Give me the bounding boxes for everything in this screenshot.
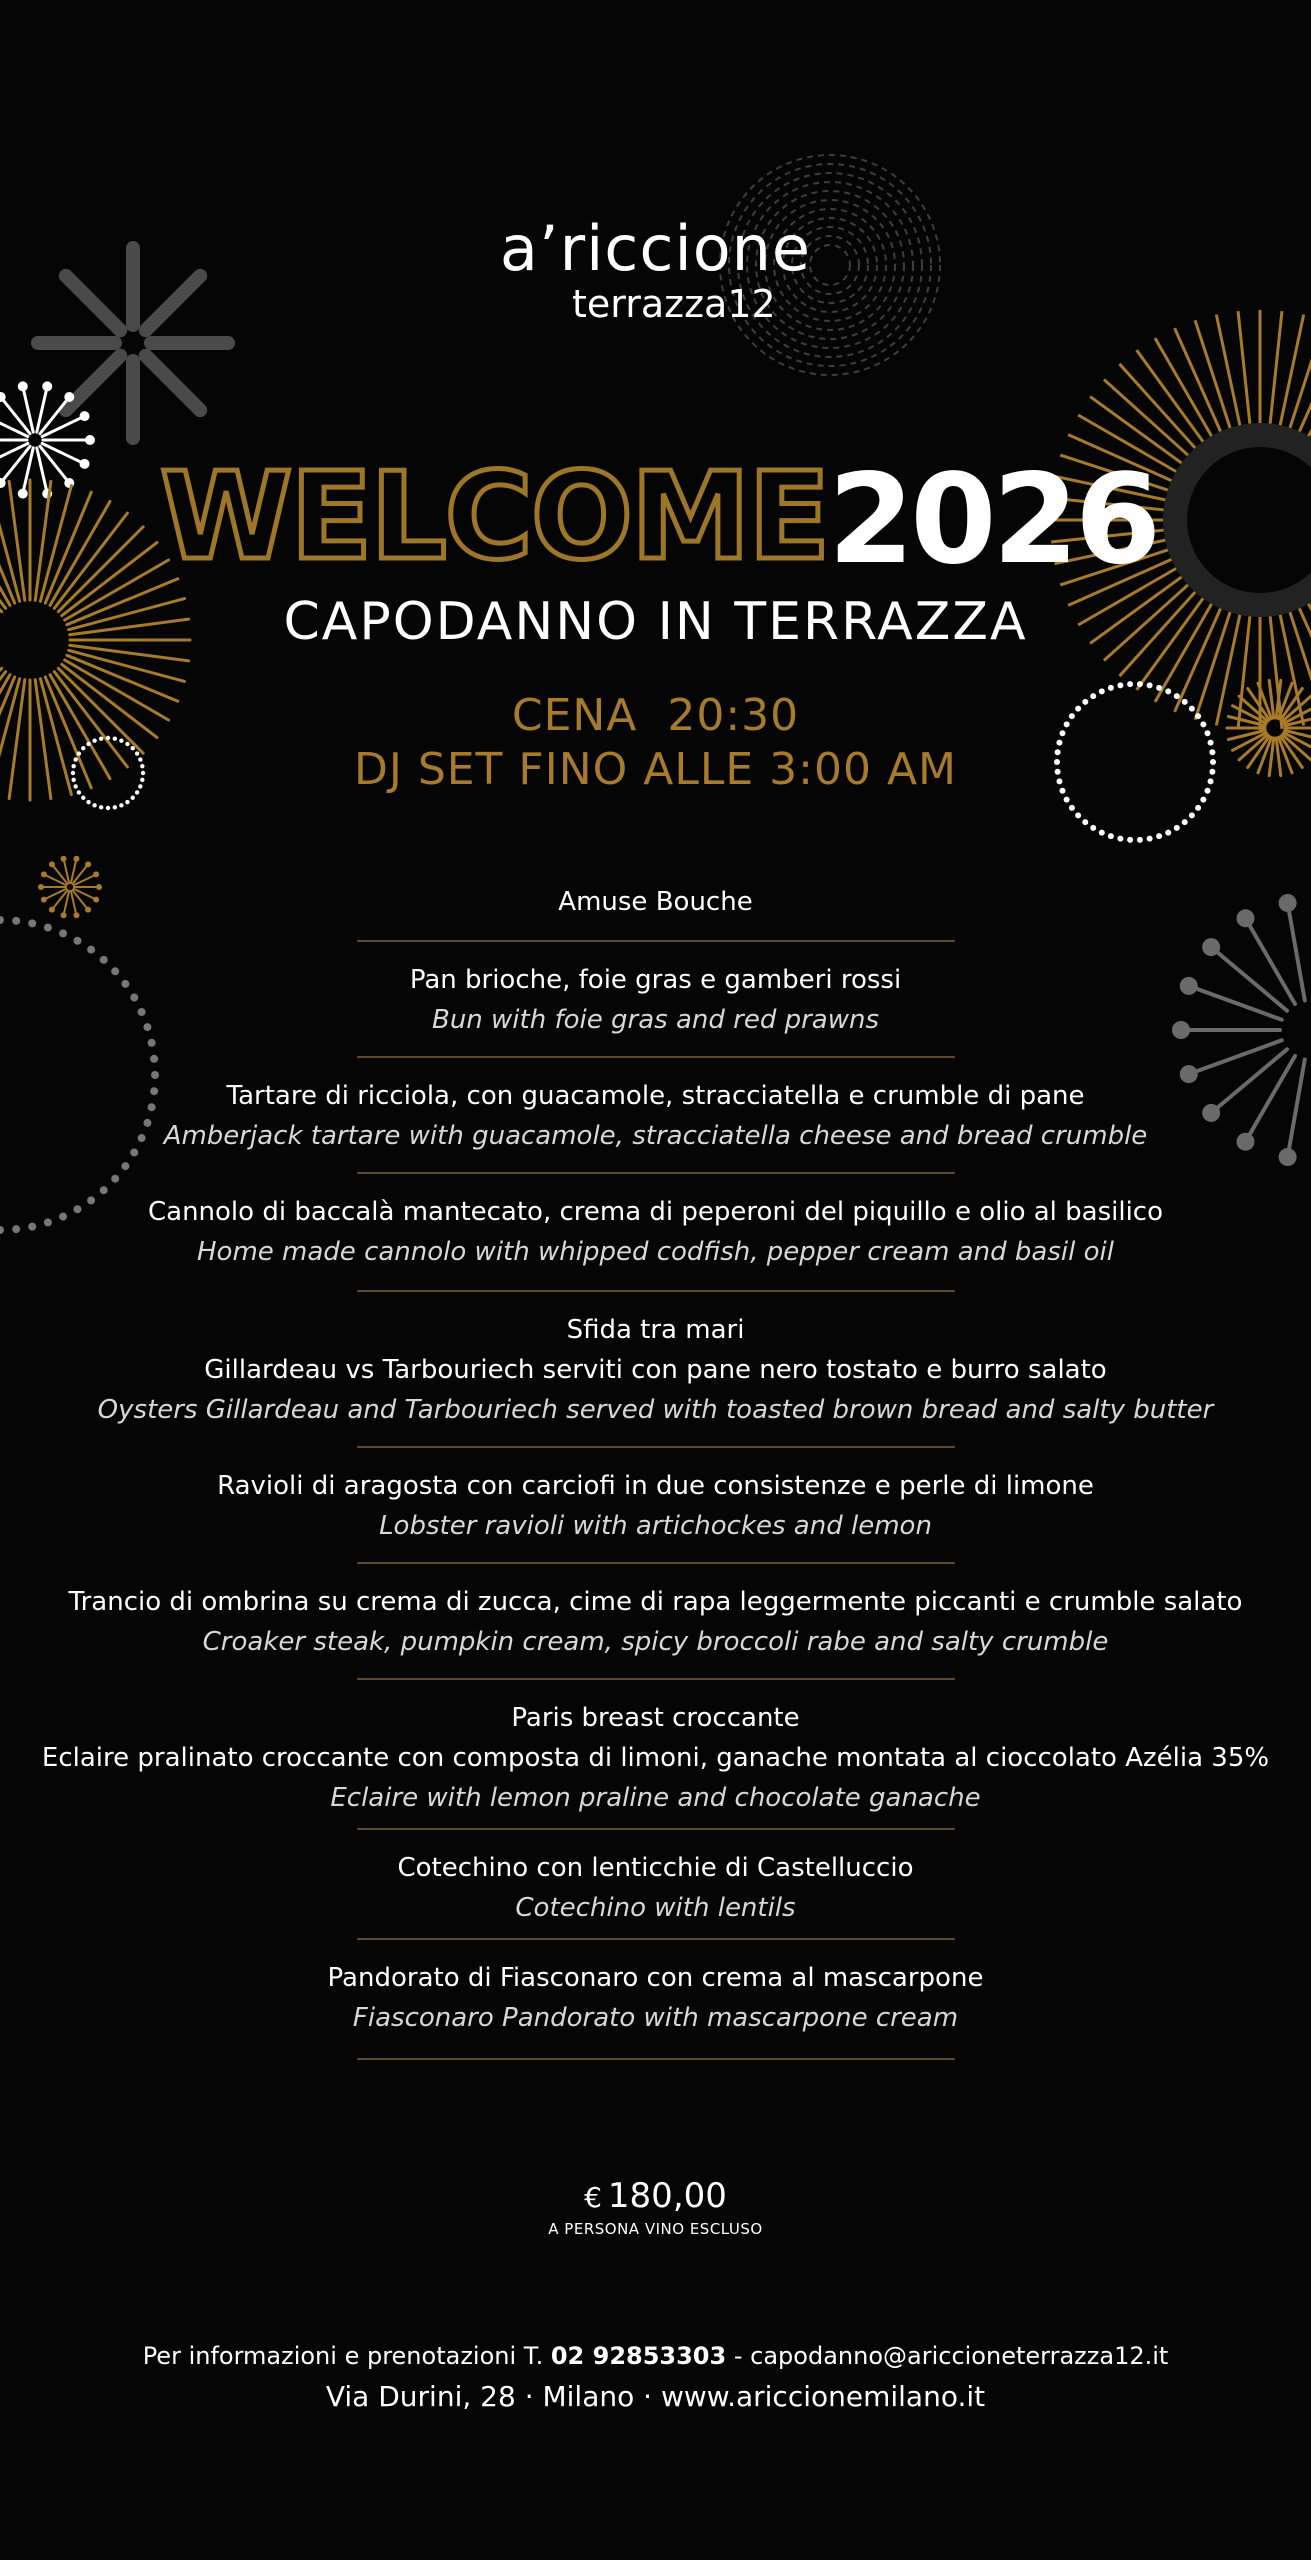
- firework-white-left-ray: [42, 418, 80, 436]
- course-name-it: Ravioli di aragosta con carciofi in due consistenze e perle di limone: [217, 1471, 1094, 1501]
- price-currency: €: [584, 2181, 602, 2214]
- contact-info-prefix: Per informazioni e prenotazioni T.: [142, 2342, 544, 2370]
- firework-ring-small-dot: [99, 805, 103, 809]
- menu-course: [0, 1680, 1311, 1828]
- firework-ring-white-right-dot: [1165, 830, 1171, 836]
- firework-gold-right-ray: [1308, 338, 1311, 438]
- course-name-it: Pan brioche, foie gras e gamberi rossi: [409, 965, 902, 995]
- firework-ring-white-right-dot: [1174, 825, 1180, 831]
- brand-logo: a’riccione: [499, 212, 812, 285]
- firework-white-left-dot: [85, 435, 95, 445]
- course-name-en: Cotechino with lentils: [515, 1893, 796, 1923]
- firework-gold-right-ray: [1104, 379, 1189, 456]
- event-dinner-time: CENA 20:30: [511, 690, 800, 741]
- firework-gold-right-ray: [1216, 315, 1240, 427]
- menu-course: [0, 1940, 1311, 2058]
- contact-phone[interactable]: 02 92853303: [550, 2342, 727, 2370]
- firework-gold-tiny-dot: [61, 856, 67, 862]
- firework-ring-white-right-dot: [1189, 812, 1195, 818]
- firework-grey-topleft-ray: [66, 356, 120, 410]
- menu-divider: [357, 2058, 955, 2060]
- contact-email-separator: -: [726, 2342, 751, 2370]
- firework-ring-white-right-dot: [1064, 797, 1070, 803]
- course-name-it: Eclaire pralinato croccante con composta di limoni, ganache montata al cioccolato Azélia 35%: [41, 1743, 1270, 1773]
- course-name-en: Amberjack tartare with guacamole, stracciatella cheese and bread crumble: [163, 1121, 1148, 1151]
- firework-white-left-dot: [18, 381, 28, 391]
- menu-course: [0, 882, 1311, 940]
- brand-logo-sub: terrazza12: [572, 282, 776, 326]
- firework-ring-small-dot: [125, 800, 129, 804]
- contact-email[interactable]: capodanno@ariccioneterrazza12.it: [750, 2342, 1169, 2370]
- firework-ring-white-right-dot: [1147, 836, 1153, 842]
- event-title: CAPODANNO IN TERRAZZA: [283, 592, 1028, 652]
- firework-ring-white-right-dot: [1195, 805, 1201, 811]
- firework-ring-white-right-dot: [1127, 681, 1133, 687]
- headline-year: 2026: [828, 448, 1158, 592]
- course-name-it: Cannolo di baccalà mantecato, crema di peperoni del piquillo e olio al basilico: [147, 1197, 1164, 1227]
- event-dj-set: DJ SET FINO ALLE 3:00 AM: [353, 744, 958, 795]
- menu-course: [0, 1830, 1311, 1938]
- menu-course: [0, 1174, 1311, 1290]
- menu-list: [0, 882, 1311, 2060]
- firework-gold-right-ray: [1119, 364, 1196, 449]
- firework-ring-white-right-dot: [1090, 825, 1096, 831]
- menu-course: [0, 1448, 1311, 1562]
- course-name-en: Bun with foie gras and red prawns: [431, 1005, 879, 1035]
- course-name-it: Sfida tra mari: [566, 1315, 745, 1345]
- headline: [0, 448, 1311, 592]
- firework-white-left-dot: [42, 381, 52, 391]
- firework-ring-white-right-dot: [1200, 797, 1206, 803]
- course-name-en: Lobster ravioli with artichockes and lemon: [379, 1511, 932, 1541]
- firework-ring-small-dot: [92, 803, 96, 807]
- course-name-en: Eclaire with lemon praline and chocolate ganache: [330, 1783, 981, 1813]
- course-name-it: Trancio di ombrina su crema di zucca, cime di rapa leggermente piccanti e crumble salato: [68, 1587, 1243, 1617]
- firework-ring-small-dot: [81, 796, 85, 800]
- course-name-en: Oysters Gillardeau and Tarbouriech served with toasted brown bread and salty butter: [97, 1395, 1214, 1425]
- firework-ring-white-right-dot: [1069, 805, 1075, 811]
- firework-gold-right-ray: [1238, 311, 1250, 425]
- firework-ring-white-right-dot: [1147, 682, 1153, 688]
- firework-white-left-dot: [64, 392, 74, 402]
- course-name-it: Pandorato di Fiasconaro con crema al mascarpone: [327, 1963, 984, 1993]
- firework-gold-tiny-dot: [93, 871, 99, 877]
- firework-gold-tiny-dot: [41, 871, 47, 877]
- firework-ring-small-dot: [119, 803, 123, 807]
- firework-gold-tiny-dot: [85, 861, 91, 867]
- price-amount: 180,00: [607, 2176, 727, 2216]
- course-name-en: Croaker steak, pumpkin cream, spicy broccoli rabe and salty crumble: [202, 1627, 1109, 1657]
- firework-ring-white-right-dot: [1156, 833, 1162, 839]
- firework-ring-small-dot: [131, 796, 135, 800]
- firework-gold-tiny-dot: [73, 856, 79, 862]
- course-name-it: Gillardeau vs Tarbouriech serviti con pane nero tostato e burro salato: [204, 1355, 1107, 1385]
- firework-ring-white-right-dot: [1117, 836, 1123, 842]
- menu-course: [0, 1292, 1311, 1446]
- price: [0, 2176, 1311, 2216]
- firework-ring-white-right-dot: [1117, 682, 1123, 688]
- firework-gold-left-ray: [69, 650, 185, 681]
- firework-ring-white-right-dot: [1099, 830, 1105, 836]
- course-name-it: Paris breast croccante: [511, 1703, 800, 1733]
- firework-ring-white-right-dot: [1182, 819, 1188, 825]
- firework-ring-white-right-dot: [1137, 837, 1143, 843]
- course-name-en: Fiasconaro Pandorato with mascarpone cream: [352, 2003, 959, 2033]
- firework-ring-white-right-dot: [1127, 837, 1133, 843]
- headline-welcome: WELCOME: [160, 448, 829, 587]
- firework-ring-small-dot: [86, 800, 90, 804]
- menu-course: [0, 942, 1311, 1056]
- course-name-en: Home made cannolo with whipped codfish, pepper cream and basil oil: [197, 1237, 1114, 1267]
- price-note: A PERSONA VINO ESCLUSO: [548, 2220, 763, 2238]
- firework-gold-right-ray: [1280, 315, 1304, 427]
- contact-info: [0, 2342, 1311, 2370]
- course-name-it: Cotechino con lenticchie di Castelluccio: [397, 1853, 914, 1883]
- firework-gold-right-ray: [1270, 311, 1282, 425]
- course-name-it: Tartare di ricciola, con guacamole, stracciatella e crumble di pane: [226, 1081, 1085, 1111]
- firework-ring-small-dot: [113, 805, 117, 809]
- contact-address: Via Durini, 28 · Milano · www.ariccionemilano.it: [325, 2380, 986, 2413]
- firework-ring-white-right-dot: [1082, 819, 1088, 825]
- menu-course: [0, 1058, 1311, 1172]
- firework-ring-small-dot: [106, 806, 110, 810]
- firework-ring-white-right-dot: [1075, 812, 1081, 818]
- firework-gold-tiny-dot: [49, 861, 55, 867]
- firework-grey-topleft-ray: [146, 356, 200, 410]
- firework-white-left-dot: [80, 411, 90, 421]
- firework-ring-white-right-dot: [1108, 833, 1114, 839]
- firework-ring-white-right-dot: [1137, 681, 1143, 687]
- menu-course: [0, 1564, 1311, 1678]
- course-name-it: Amuse Bouche: [558, 887, 753, 917]
